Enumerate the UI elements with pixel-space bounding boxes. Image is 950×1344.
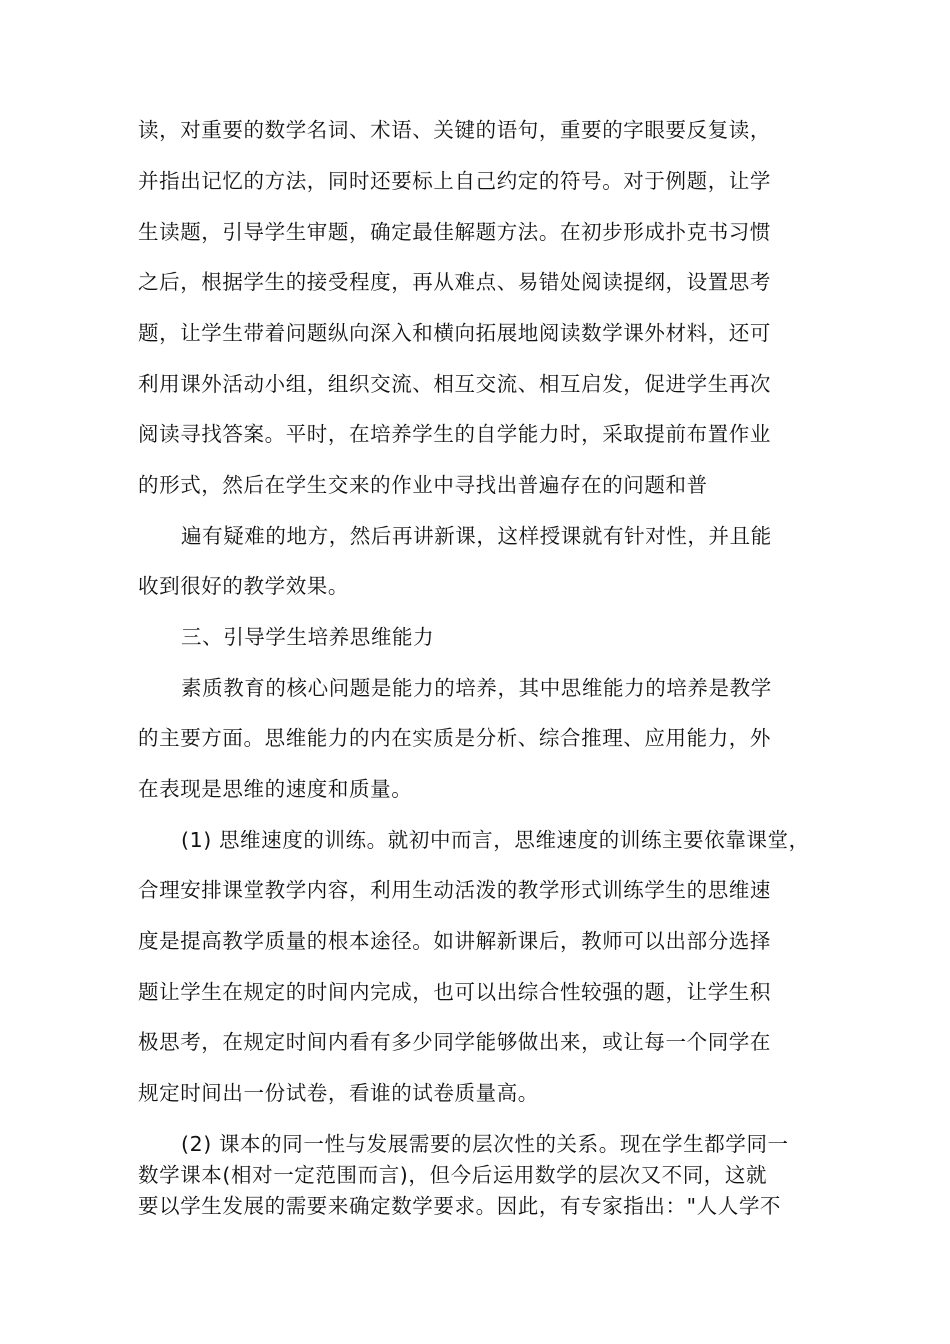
- text-line: 读，对重要的数学名词、术语、关键的语句，重要的字眼要反复读，: [138, 118, 771, 142]
- text-line: 的主要方面。思维能力的内在实质是分析、综合推理、应用能力，外: [138, 726, 771, 750]
- text-line: 利用课外活动小组，组织交流、相互交流、相互启发，促进学生再次: [138, 372, 771, 396]
- text-line: 收到很好的教学效果。: [138, 574, 349, 598]
- text-line: 遍有疑难的地方，然后再讲新课，这样授课就有针对性，并且能: [181, 524, 772, 548]
- text-line: 题，让学生带着问题纵向深入和横向拓展地阅读数学课外材料，还可: [138, 321, 771, 345]
- text-line: 并指出记忆的方法，同时还要标上自己约定的符号。对于例题，让学: [138, 169, 771, 193]
- text-line: 合理安排课堂教学内容，利用生动活泼的教学形式训练学生的思维速: [138, 878, 771, 902]
- text-line: 的形式，然后在学生交来的作业中寻找出普遍存在的问题和普: [138, 473, 708, 497]
- text-line: (1) 思维速度的训练。就初中而言，思维速度的训练主要依靠课堂，: [181, 828, 810, 852]
- text-line: 生读题，引导学生审题，确定最佳解题方法。在初步形成扑克书习惯: [138, 220, 771, 244]
- text-line: 素质教育的核心问题是能力的培养，其中思维能力的培养是教学: [181, 676, 772, 700]
- text-line: 度是提高教学质量的根本途径。如讲解新课后，教师可以出部分选择: [138, 929, 771, 953]
- text-line: 要以学生发展的需要来确定数学要求。因此，有专家指出："人人学不: [138, 1194, 782, 1218]
- text-line: 极思考，在规定时间内看有多少同学能够做出来，或让每一个同学在: [138, 1030, 771, 1054]
- text-line: 之后，根据学生的接受程度，再从难点、易错处阅读提纲，设置思考: [138, 270, 771, 294]
- text-line: 题让学生在规定的时间内完成，也可以出综合性较强的题，让学生积: [138, 980, 771, 1004]
- section-heading: 三、引导学生培养思维能力: [181, 625, 435, 649]
- text-line: 规定时间出一份试卷，看谁的试卷质量高。: [138, 1081, 539, 1105]
- text-line: 数学课本(相对一定范围而言)，但今后运用数学的层次又不同，这就: [138, 1163, 768, 1187]
- text-line: 在表现是思维的速度和质量。: [138, 777, 413, 801]
- text-line: 阅读寻找答案。平时，在培养学生的自学能力时，采取提前布置作业: [138, 422, 771, 446]
- text-line: (2) 课本的同一性与发展需要的层次性的关系。现在学生都学同一: [181, 1132, 789, 1156]
